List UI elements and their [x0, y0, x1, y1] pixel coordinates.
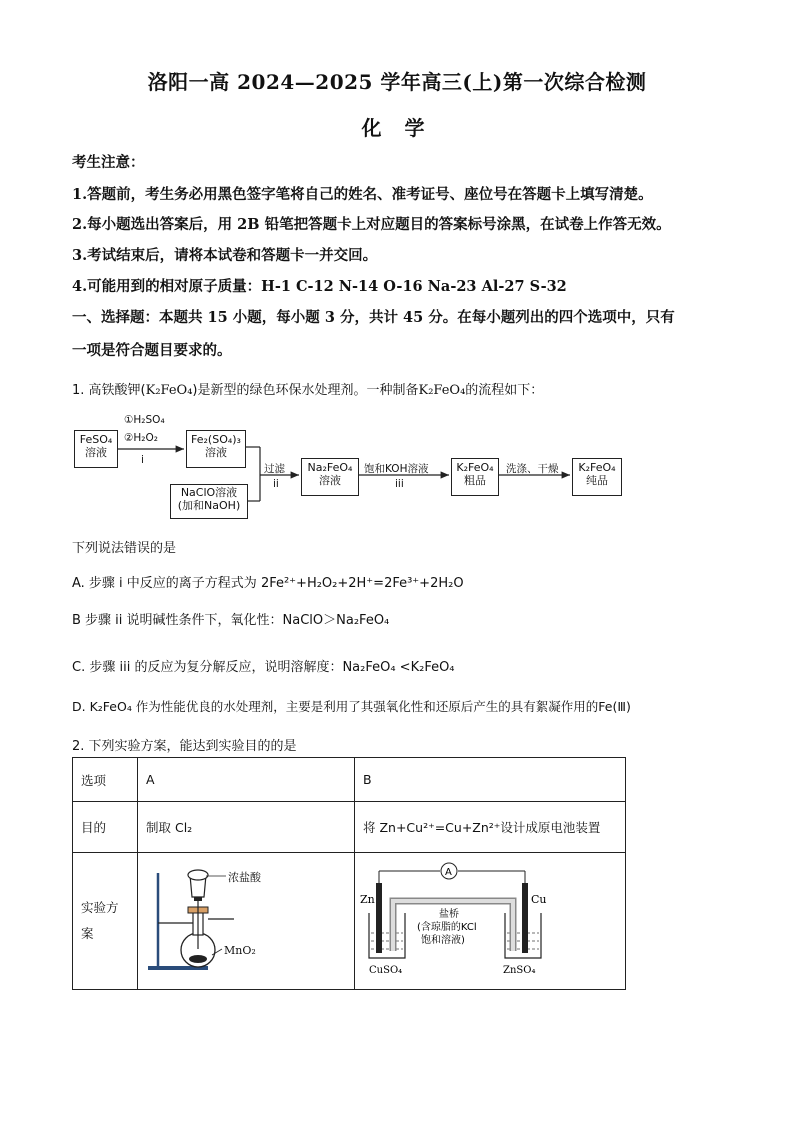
fe2so43-formula: Fe₂(SO₄)₃	[191, 433, 241, 446]
chlorine-generator-apparatus	[138, 853, 354, 986]
q2-table-row-scheme	[73, 853, 626, 990]
k2feo4-crude-label: 粗品	[464, 474, 486, 487]
cell-apparatus-b	[355, 853, 626, 990]
cuso4-label: CuSO₄	[369, 965, 403, 976]
notice-heading: 考生注意：	[72, 154, 145, 171]
q1-option-d: D. K₂FeO₄ 作为性能优良的水处理剂，主要是利用了其强氧化性和还原后产生的具有絮凝作用的Fe(Ⅲ)	[72, 699, 631, 714]
k2feo4-crude-formula: K₂FeO₄	[456, 461, 494, 474]
step3-text: 饱和KOH溶液	[364, 463, 429, 475]
k2feo4-pure-formula: K₂FeO₄	[578, 461, 616, 474]
step2-label: ii	[273, 478, 279, 490]
na2feo4-label: 溶液	[319, 474, 341, 487]
q1-prompt: 下列说法错误的是	[72, 541, 177, 556]
cu-label: Cu	[531, 893, 547, 906]
naclo-condition: (加和NaOH)	[177, 499, 241, 512]
q2-table-row-purpose	[73, 802, 626, 853]
q1-option-c: C. 步骤 iii 的反应为复分解反应，说明溶解度：Na₂FeO₄ <K₂FeO₄	[72, 660, 455, 675]
q1-formula-2: K₂FeO₄	[418, 383, 466, 398]
hcl-label: 浓盐酸	[228, 871, 261, 884]
q1-option-b: B 步骤 ii 说明碱性条件下，氧化性：NaClO＞Na₂FeO₄	[72, 613, 390, 628]
cell-purpose-label: 目的	[73, 802, 138, 853]
mno2-label: MnO₂	[224, 944, 256, 957]
q2-table-row-header	[73, 758, 626, 802]
cell-option-a: A	[138, 758, 355, 802]
fe2so43-label: 溶液	[205, 446, 227, 459]
salt-bridge-desc2: 饱和溶液)	[421, 935, 465, 946]
cell-scheme-label: 实验方案	[73, 853, 138, 990]
notice-item-1: 1.答题前，考生务必用黑色签字笔将自己的姓名、准考证号、座位号在答题卡上填写清楚。	[72, 186, 653, 203]
zn-label: Zn	[360, 893, 375, 906]
step1-reagent1: ①H₂SO₄	[124, 414, 165, 426]
salt-bridge-label: 盐桥	[439, 909, 459, 920]
cell-purpose-a: 制取 Cl₂	[138, 802, 355, 853]
step3-label: iii	[395, 478, 404, 490]
cell-purpose-b: 将 Zn+Cu²⁺=Cu+Zn²⁺设计成原电池装置	[355, 802, 626, 853]
q1-stem-b: )是新型的绿色环保水处理剂。一种制备	[192, 383, 419, 398]
notice-item-4: 4.可能用到的相对原子质量：H-1 C-12 N-14 O-16 Na-23 Al-27 S-32	[72, 278, 567, 295]
section-heading-line2: 一项是符合题目要求的。	[72, 342, 232, 359]
q1-stem-c: 的流程如下：	[465, 383, 544, 398]
step2-text: 过滤	[264, 463, 285, 475]
ammeter-icon: A	[445, 867, 452, 878]
feso4-label: 溶液	[85, 446, 107, 459]
feso4-formula: FeSO₄	[79, 433, 113, 446]
salt-bridge-desc1: (含琼脂的KCl	[417, 922, 477, 933]
k2feo4-pure-label: 纯品	[586, 474, 608, 487]
q1-stem-a: 1. 高铁酸钾(	[72, 383, 146, 398]
flow-arrows	[0, 0, 794, 560]
step1-reagent2: ②H₂O₂	[124, 432, 158, 444]
naclo-label: NaClO溶液	[180, 486, 238, 499]
cell-option-label: 选项	[73, 758, 138, 802]
notice-item-2: 2.每小题选出答案后，用 2B 铅笔把答题卡上对应题目的答案标号涂黑，在试卷上作答无效。	[72, 216, 671, 233]
subject-title: 化 学	[361, 116, 433, 140]
exam-title: 洛阳一高 2024—2025 学年高三(上)第一次综合检测	[147, 70, 647, 94]
cell-apparatus-a	[138, 853, 355, 990]
znso4-label: ZnSO₄	[503, 965, 536, 976]
step4-text: 洗涤、干燥	[506, 463, 559, 475]
na2feo4-formula: Na₂FeO₄	[307, 461, 353, 474]
q2-stem: 2. 下列实验方案，能达到实验目的的是	[72, 739, 297, 754]
cell-option-b: B	[355, 758, 626, 802]
q1-formula-1: K₂FeO₄	[145, 383, 193, 398]
q1-option-a: A. 步骤 i 中反应的离子方程式为 2Fe²⁺+H₂O₂+2H⁺=2Fe³⁺+2H₂O	[72, 576, 464, 591]
section-heading-line1: 一、选择题：本题共 15 小题，每小题 3 分，共计 45 分。在每小题列出的四个选项中，只有	[72, 309, 675, 326]
notice-item-3: 3.考试结束后，请将本试卷和答题卡一并交回。	[72, 247, 378, 264]
q2-table	[72, 757, 626, 990]
galvanic-cell-apparatus	[355, 853, 625, 986]
step1-label: i	[141, 454, 144, 466]
